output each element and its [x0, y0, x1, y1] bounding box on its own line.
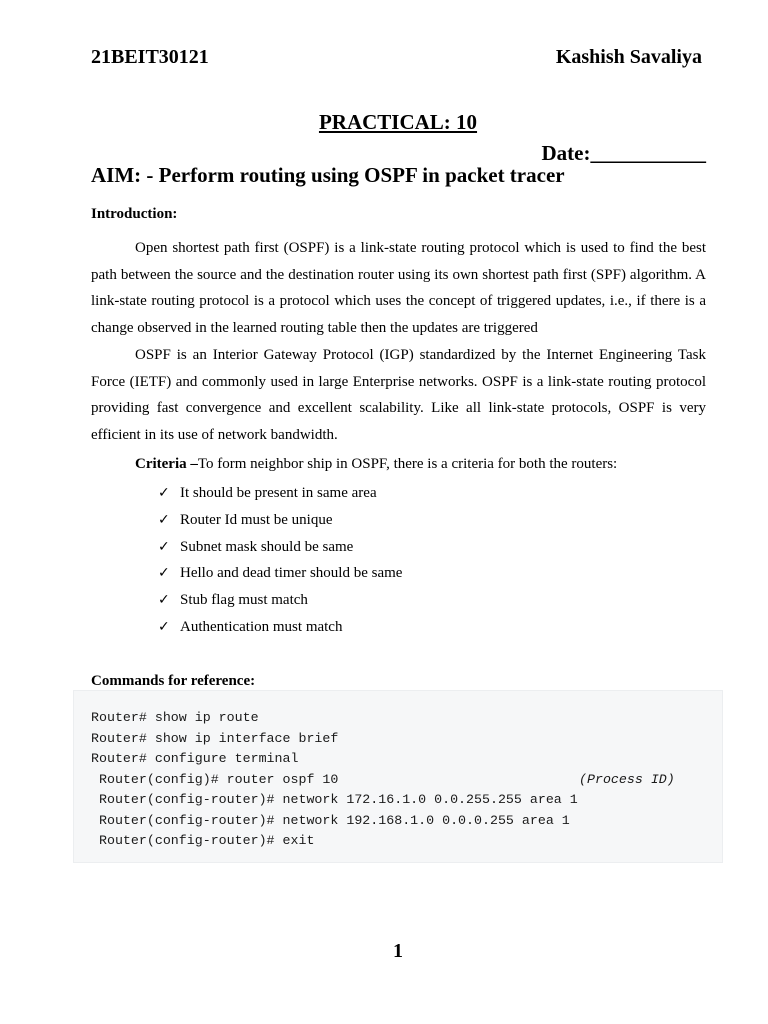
date-field: Date:___________ [541, 141, 706, 165]
code-text: Router(config-router)# network 172.16.1.0 0.0.255.255 area 1 [91, 792, 578, 807]
list-item [158, 480, 402, 507]
code-text: Router(config-router)# exit [91, 833, 315, 848]
introduction-heading: Introduction: [91, 206, 178, 222]
list-item [158, 587, 402, 614]
practical-title: PRACTICAL: 10 [318, 110, 478, 134]
code-line [91, 813, 570, 828]
criteria-list [158, 480, 402, 641]
commands-heading: Commands for reference: [91, 673, 256, 689]
code-line [91, 771, 675, 787]
code-text: Router# configure terminal [91, 751, 299, 766]
criteria-item-text: Authentication must match [180, 618, 343, 635]
criteria-text: To form neighbor ship in OSPF, there is a criteria for both the routers: [197, 456, 618, 472]
list-item [158, 614, 402, 641]
code-line [91, 792, 578, 807]
check-icon: ✓ [158, 511, 170, 528]
check-icon: ✓ [158, 538, 170, 555]
page-number: 1 [393, 940, 403, 962]
criteria-label: Criteria – [135, 456, 198, 472]
code-line [91, 731, 338, 746]
code-line [91, 710, 259, 725]
intro-paragraph-2: OSPF is an Interior Gateway Protocol (IGP) standardized by the Internet Engineering Task Force (IETF) and commonly used in large Enterprise networks. OSPF is a link-state routing protocol providing fast convergence and excellent scalability. Like all link-state protocols, OSPF is very efficient in its use of network bandwidth. [91, 347, 706, 444]
check-icon: ✓ [158, 565, 170, 582]
list-item [158, 560, 402, 587]
criteria-item-text: Stub flag must match [180, 592, 308, 609]
check-icon: ✓ [158, 592, 170, 609]
code-line [91, 833, 314, 848]
student-name: Kashish Savaliya [555, 46, 702, 68]
list-item [158, 534, 402, 561]
aim-heading: AIM: - Perform routing using OSPF in packet tracer [91, 163, 565, 187]
code-text: Router(config-router)# network 192.168.1.0 0.0.0.255 area 1 [91, 812, 570, 828]
code-line [91, 751, 298, 766]
list-item [158, 507, 402, 534]
check-icon: ✓ [158, 618, 170, 635]
criteria-line [135, 456, 617, 473]
code-block[interactable] [73, 690, 723, 863]
criteria-item-text: It should be present in same area [180, 485, 377, 501]
code-text: Router(config)# router ospf 10 [91, 771, 339, 787]
criteria-item-text: Hello and dead timer should be same [180, 565, 403, 582]
check-icon: ✓ [158, 485, 170, 501]
intro-paragraph-1: Open shortest path first (OSPF) is a link-state routing protocol which is used to find the best path between the source and the destination router using its own shortest path first (SPF) algorithm. A link-state routing protocol is a protocol which uses the concept of triggered updates, i.e., if there is a change observed in the learned routing table then the updates are triggered [91, 240, 706, 337]
criteria-item-text: Router Id must be unique [180, 511, 333, 528]
criteria-item-text: Subnet mask should be same [180, 538, 354, 555]
code-text: Router# show ip route [91, 710, 259, 725]
code-text: Router# show ip interface brief [91, 730, 339, 746]
code-comment: (Process ID) [579, 771, 675, 787]
enrollment-number: 21BEIT30121 [91, 46, 209, 68]
